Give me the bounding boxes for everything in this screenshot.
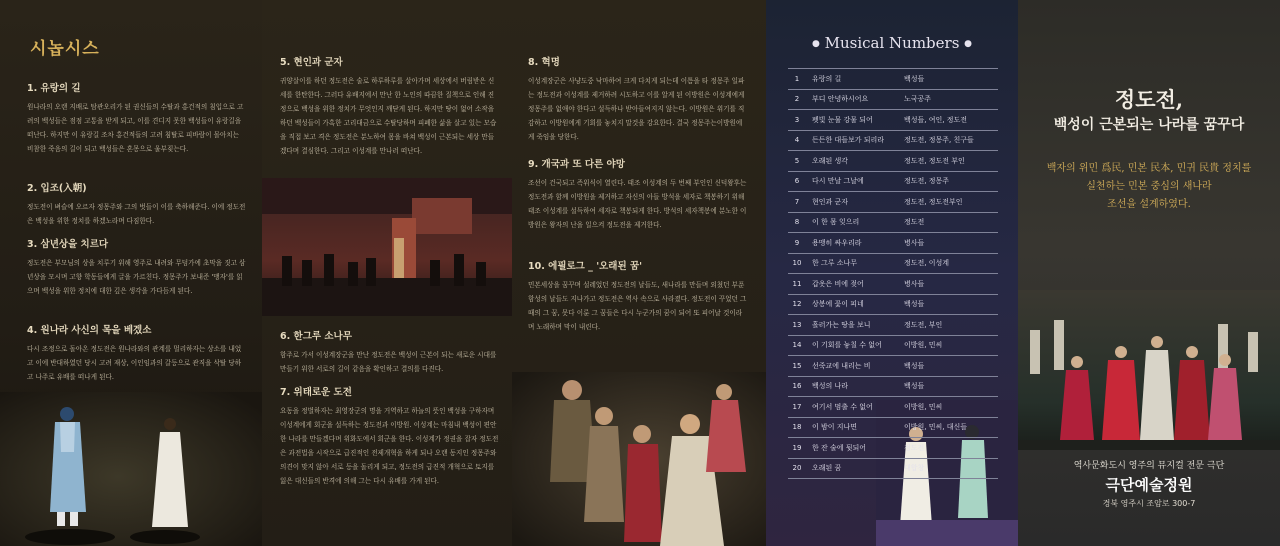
song-cast: 정도전, 부인 xyxy=(904,320,943,329)
synopsis-section-5 xyxy=(280,54,500,158)
song-number: 9 xyxy=(794,238,800,247)
song-title: 이 밤이 지나면 xyxy=(812,423,858,432)
company-name: 극단예술정원 xyxy=(1105,476,1193,494)
synopsis-section-7 xyxy=(280,384,500,488)
section-body: 함주로 가서 이성계장군을 만난 정도전은 백성이 근본이 되는 새로운 시대를 만들기 위한 서로의 길이 같음을 확인하고 결의를 다진다. xyxy=(280,351,497,373)
song-number: 3 xyxy=(794,115,800,124)
song-title: 오래된 생각 xyxy=(812,156,849,165)
song-cast: 정도전, 정몽주 xyxy=(904,177,950,186)
section-body: 요동을 정벌하자는 최영장군의 명을 거역하고 하늘의 뜻인 백성을 구하자며 이성계에게 회군을 설득하는 정도전과 이방원. 이성계는 마침내 백성이 편안한 나라를 만들겠다며 위화도에서 회군을 한다. 이성계가 정권을 잡자 정도전은 과전법을 시작으로 급진적인 전제개혁을 하게 되나 오랜 동지인 정몽주와 의견이 맞지 않아 서로 등을 돌리게 되고, 정도전의 급진적 개혁으로 토지를 잃은 대신들의 반격에 의해 그는 다시 유배를 가게 된다. xyxy=(280,407,499,485)
song-title: 상봉에 꽃이 피네 xyxy=(812,300,864,309)
section-heading: 5. 현인과 군자 xyxy=(280,57,343,68)
song-title: 백성의 나라 xyxy=(812,382,849,391)
song-number: 4 xyxy=(794,136,800,145)
quote-line: 조선을 설계하였다. xyxy=(1107,199,1191,210)
company-address: 경북 영주시 조암로 300-7 xyxy=(1102,499,1196,508)
stage-photo-illustration xyxy=(512,372,766,546)
section-heading: 1. 유랑의 길 xyxy=(27,83,81,94)
song-title: 한 잔 술에 뒷되어 xyxy=(812,443,867,452)
song-number: 12 xyxy=(792,300,802,309)
song-title: 다시 만날 그날에 xyxy=(812,177,864,186)
song-title: 든든한 대들보가 되리라 xyxy=(812,136,885,145)
section-heading: 7. 위태로운 도전 xyxy=(280,387,352,398)
song-title: 선죽교에 내리는 비 xyxy=(812,361,871,370)
song-number: 10 xyxy=(792,259,802,268)
song-row xyxy=(788,418,998,439)
section-heading: 2. 입조(入朝) xyxy=(27,183,87,194)
song-row xyxy=(788,336,998,357)
song-cast: 백성들 xyxy=(904,300,925,309)
song-row xyxy=(788,274,998,295)
song-title: 이 기회를 놓칠 수 없어 xyxy=(812,341,882,350)
cover-quote xyxy=(1018,160,1280,214)
section-body: 정도전은 부모님의 상을 치루기 위해 영주로 내려와 무덤가에 초막을 짓고 삼년상을 모시며 고향 학동들에게 글을 가르친다. 정몽주가 보내준 '맹자'를 읽으며 백성을 위한 정치에 대한 깊은 생각을 가다듬게 된다. xyxy=(27,259,246,295)
song-number: 18 xyxy=(792,423,802,432)
musical-numbers-title: Musical Numbers xyxy=(824,34,960,52)
song-number: 6 xyxy=(794,177,800,186)
song-cast: 이방원, 민씨, 대신들 xyxy=(904,423,967,432)
song-title: 이 한 몸 잊으리 xyxy=(812,218,860,227)
quote-line: 백자의 위민 爲民, 민본 民本, 민귀 民貴 정치를 xyxy=(1046,163,1252,174)
section-heading: 9. 개국과 또 다른 야망 xyxy=(528,159,625,170)
stage-photo-illustration xyxy=(1018,290,1280,450)
song-title: 용맹히 싸우리라 xyxy=(812,238,862,247)
song-number: 8 xyxy=(794,218,800,227)
song-cast: 정도전 xyxy=(904,443,925,452)
musical-numbers-list xyxy=(788,68,998,479)
song-cast: 병사들 xyxy=(904,238,925,247)
scenes-panel-a xyxy=(262,0,512,546)
section-heading: 4. 원나라 사신의 목을 베겠소 xyxy=(27,325,152,336)
quote-line: 실천하는 민본 중심의 새나라 xyxy=(1086,181,1212,192)
song-row xyxy=(788,151,998,172)
song-row xyxy=(788,315,998,336)
section-heading: 3. 삼년상을 치르다 xyxy=(27,239,109,250)
song-title: 흘러가는 땅을 보니 xyxy=(812,320,871,329)
song-number: 13 xyxy=(792,320,802,329)
song-row xyxy=(788,213,998,234)
song-cast: 백성들 xyxy=(904,74,925,83)
song-number: 15 xyxy=(792,361,802,370)
synopsis-section-3 xyxy=(27,236,247,298)
song-cast: 정도전, 정도전부인 xyxy=(904,197,963,206)
section-heading: 10. 에필로그 _ '오래된 꿈' xyxy=(528,261,643,272)
synopsis-panel xyxy=(0,0,262,546)
stage-photo-two-actors xyxy=(0,392,262,546)
song-row xyxy=(788,110,998,131)
song-title: 갑옷은 비에 젖어 xyxy=(812,279,864,288)
song-title: 유랑의 길 xyxy=(812,74,842,83)
song-number: 19 xyxy=(792,443,802,452)
stage-photo-illustration xyxy=(0,392,262,546)
song-cast: 정도전, 정도전 부인 xyxy=(904,156,965,165)
song-title: 부디 안녕하시어요 xyxy=(812,95,869,104)
synopsis-section-8 xyxy=(528,54,748,144)
song-number: 14 xyxy=(792,341,802,350)
synopsis-section-4 xyxy=(27,322,247,384)
section-heading: 6. 한그루 소나무 xyxy=(280,331,352,342)
song-row xyxy=(788,377,998,398)
song-title: 펫빛 눈물 강물 되어 xyxy=(812,115,873,124)
song-cast: 병사들 xyxy=(904,279,925,288)
stage-photo-illustration xyxy=(262,178,512,316)
song-row xyxy=(788,233,998,254)
song-number: 17 xyxy=(792,402,802,411)
song-cast: 백성들 xyxy=(904,382,925,391)
song-row xyxy=(788,397,998,418)
song-number: 16 xyxy=(792,382,802,391)
song-cast: 정도전 xyxy=(904,218,925,227)
song-row xyxy=(788,254,998,275)
company-description: 역사문화도시 영주의 뮤지컬 전문 극단 xyxy=(1073,461,1225,471)
song-cast: 노국공주 xyxy=(904,95,932,104)
song-title: 오래된 꿈 xyxy=(812,464,842,473)
musical-numbers-heading xyxy=(766,34,1018,52)
song-cast: 정도전, 정몽주, 친구들 xyxy=(904,136,974,145)
synopsis-section-10 xyxy=(528,258,748,334)
song-title: 여기서 멈출 수 없어 xyxy=(812,402,873,411)
song-row xyxy=(788,438,998,459)
section-body: 조선이 건국되고 즉위식이 열린다. 태조 이성계의 두 번째 부인인 신덕왕후는 정도전과 함께 이방원을 제거하고 자신의 아들 방석을 세자로 책봉하기 위해 태조 이성계를 설득하여 세자로 책봉되게 한다. 방석의 세자책봉에 분노한 이방원은 왕자의 난을 일으켜 정도전을 제거한다. xyxy=(528,179,747,229)
bullet-icon: ● xyxy=(811,39,820,49)
section-body: 원나라의 오랜 지배로 탐관오리가 된 권신들의 수탈과 홍건적의 침입으로 고려의 백성들은 점점 고통을 받게 되고, 이를 견디지 못한 백성들이 유랑길을 떠난다. 하지만 이 유랑길 조차 홍건적들의 고려 침탈로 피바람이 몰아치는 비참한 죽음의 길이 되고 백성들은 혼몽으로 울부짖는다. xyxy=(27,103,244,153)
song-cast: 백성들, 여인, 정도전 xyxy=(904,115,967,124)
synopsis-section-9 xyxy=(528,156,748,232)
song-number: 20 xyxy=(792,464,802,473)
song-row xyxy=(788,131,998,152)
stage-photo-cast xyxy=(1018,290,1280,450)
stage-photo-family xyxy=(512,372,766,546)
synopsis-section-1 xyxy=(27,80,247,156)
musical-numbers-panel xyxy=(766,0,1018,546)
section-body: 정도전이 벼슬에 오르자 정몽주와 그의 벗들이 이를 축하해준다. 이에 정도전은 백성을 위한 정치를 하겠노라며 다짐한다. xyxy=(27,203,246,225)
cover-subtitle: 백성이 근본되는 나라를 꿈꾸다 xyxy=(1053,117,1245,133)
synopsis-section-6 xyxy=(280,328,500,376)
song-row xyxy=(788,69,998,90)
song-cast: 이방원, 민씨 xyxy=(904,341,943,350)
section-body: 민본세상을 꿈꾸며 설레었던 정도전의 날들도, 새나라를 만들며 외쳤던 부푼 함성의 날들도 지나가고 정도전은 역사 속으로 사라졌다. 정도전이 꾸었던 그때의 그 꿈, 못다 이룬 그 꿈들은 다시 누군가의 꿈이 되어 또 피어날 것이라며 노래하며 막이 내린다. xyxy=(528,281,747,331)
song-row xyxy=(788,172,998,193)
song-row xyxy=(788,192,998,213)
section-body: 이성계장군은 사냥도중 낙마하여 크게 다치게 되는데 이틈을 타 정몽주 일파는 정도전과 이성계를 제거하려 시도하고 이를 알게 된 이방원은 이성계에게 정몽주를 없애야 한다고 설득하나 받아들여지지 않는다. 이방원은 위기를 직감하고 이방원에게 기회를 놓치지 말것을 강요한다. 결국 정몽주는이방원에게 죽임을 당한다. xyxy=(528,77,745,141)
cover-title: 정도전, xyxy=(1114,87,1184,112)
song-number: 2 xyxy=(794,95,800,104)
song-row xyxy=(788,90,998,111)
song-cast: 정도전, 이성계 xyxy=(904,259,950,268)
synopsis-title: 시놉시스 xyxy=(30,39,100,59)
song-row xyxy=(788,356,998,377)
song-row xyxy=(788,459,998,480)
song-number: 7 xyxy=(794,197,800,206)
song-cast: 백성들 xyxy=(904,361,925,370)
section-body: 다시 조정으로 돌아온 정도전은 원나라와의 관계를 멀리하자는 상소를 내었고 이에 반대하였던 당시 고려 재상, 이인임과의 갈등으로 관직을 삭탈 당하고 나주로 유배를 떠나게 된다. xyxy=(27,345,242,381)
section-body: 귀양살이를 하던 정도전은 술로 하루하루를 살아가며 세상에서 버림받은 신세를 한탄한다. 그러다 유배지에서 만난 한 노인의 따끔한 질책으로 인해 진정으로 백성을 위한 정치가 무엇인지 깨닫게 된다. 하지만 땅이 없어 소작을 하던 백성들이 가혹한 고리대금으로 수탈당하며 피폐한 삶을 살고 있는 모습을 직접 보고 격은 정도전은 분노하여 몸을 바쳐 백성이 근본되는 세상 만들겠다며 결심한다. 그리고 이성계를 만나러 떠난다. xyxy=(280,77,497,155)
song-title: 현인과 군자 xyxy=(812,197,849,206)
song-number: 1 xyxy=(794,74,800,83)
cover-panel xyxy=(1018,0,1280,546)
section-heading: 8. 혁명 xyxy=(528,57,560,68)
stage-photo-ensemble xyxy=(262,178,512,316)
scenes-panel-b xyxy=(512,0,766,546)
bullet-icon: ● xyxy=(964,39,973,49)
song-number: 5 xyxy=(794,156,800,165)
song-row xyxy=(788,295,998,316)
song-title: 한 그루 소나무 xyxy=(812,259,858,268)
synopsis-section-2 xyxy=(27,180,247,228)
song-cast: 이방원, 민씨 xyxy=(904,402,943,411)
song-cast: 대합창 xyxy=(904,464,925,473)
song-number: 11 xyxy=(792,279,802,288)
